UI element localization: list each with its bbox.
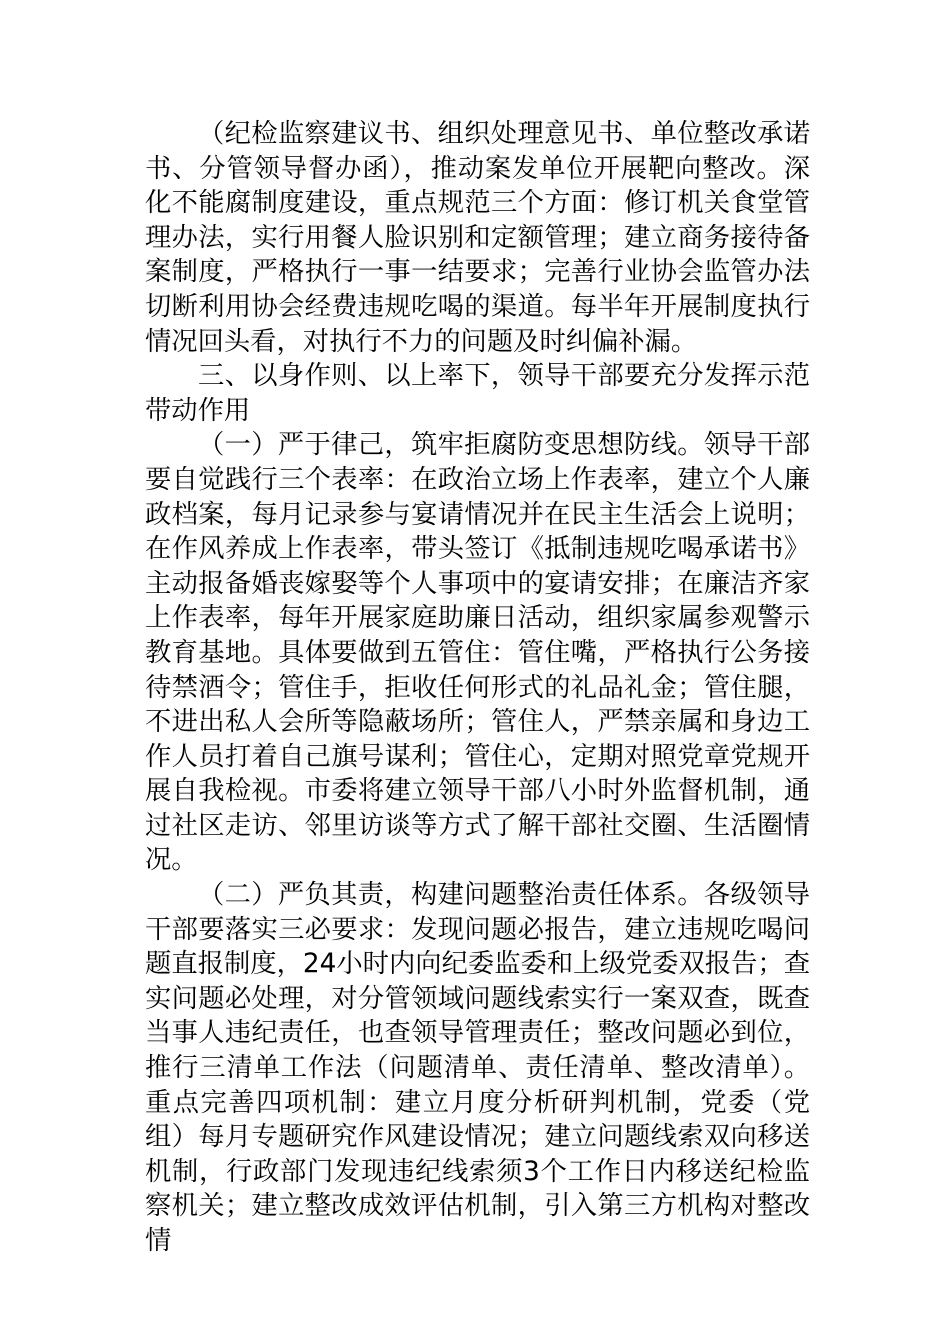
section-heading-three: 三、以身作则、以上率下，领导干部要充分发挥示范带动作用 <box>145 361 810 426</box>
document-body <box>145 117 810 1259</box>
paragraph-continuation: （纪检监察建议书、组织处理意见书、单位整改承诺书、分管领导督办函），推动案发单位开展靶向整改。深化不能腐制度建设，重点规范三个方面：修订机关食堂管理办法，实行用餐人脸识别和定额管理；建立商务接待备案制度，严格执行一事一结要求；完善行业协会监管办法切断利用协会经费违规吃喝的渠道。每半年开展制度执行情况回头看，对执行不力的问题及时纠偏补漏。 <box>145 119 810 357</box>
paragraph-subsection-one: （一）严于律己，筑牢拒腐防变思想防线。领导干部要自觉践行三个表率：在政治立场上作表率，建立个人廉政档案，每月记录参与宴请情况并在民主生活会上说明；在作风养成上作表率，带头签订《抵制违规吃喝承诺书》主动报备婚丧嫁娶等个人事项中的宴请安排；在廉洁齐家上作表率，每年开展家庭助廉日活动，组织家属参观警示教育基地。具体要做到五管住：管住嘴，严格执行公务接待禁酒令；管住手，拒收任何形式的礼品礼金；管住腿，不进出私人会所等隐蔽场所；管住人，严禁亲属和身边工作人员打着自己旗号谋利；管住心，定期对照党章党规开展自我检视。市委将建立领导干部八小时外监督机制，通过社区走访、邻里访谈等方式了解干部社交圈、生活圈情况。 <box>145 430 810 876</box>
paragraph-subsection-two: （二）严负其责，构建问题整治责任体系。各级领导干部要落实三必要求：发现问题必报告，建立违规吃喝问题直报制度，24小时内向纪委监委和上级党委双报告；查实问题必处理，对分管领域问题线索实行一案双查，既查当事人违纪责任，也查领导管理责任；整改问题必到位，推行三清单工作法（问题清单、责任清单、整改清单）。重点完善四项机制：建立月度分析研判机制，党委（党组）每月专题研究作风建设情况；建立问题线索双向移送机制，行政部门发现违纪线索须3个工作日内移送纪检监察机关；建立整改成效评估机制，引入第三方机构对整改情 <box>145 880 810 1256</box>
